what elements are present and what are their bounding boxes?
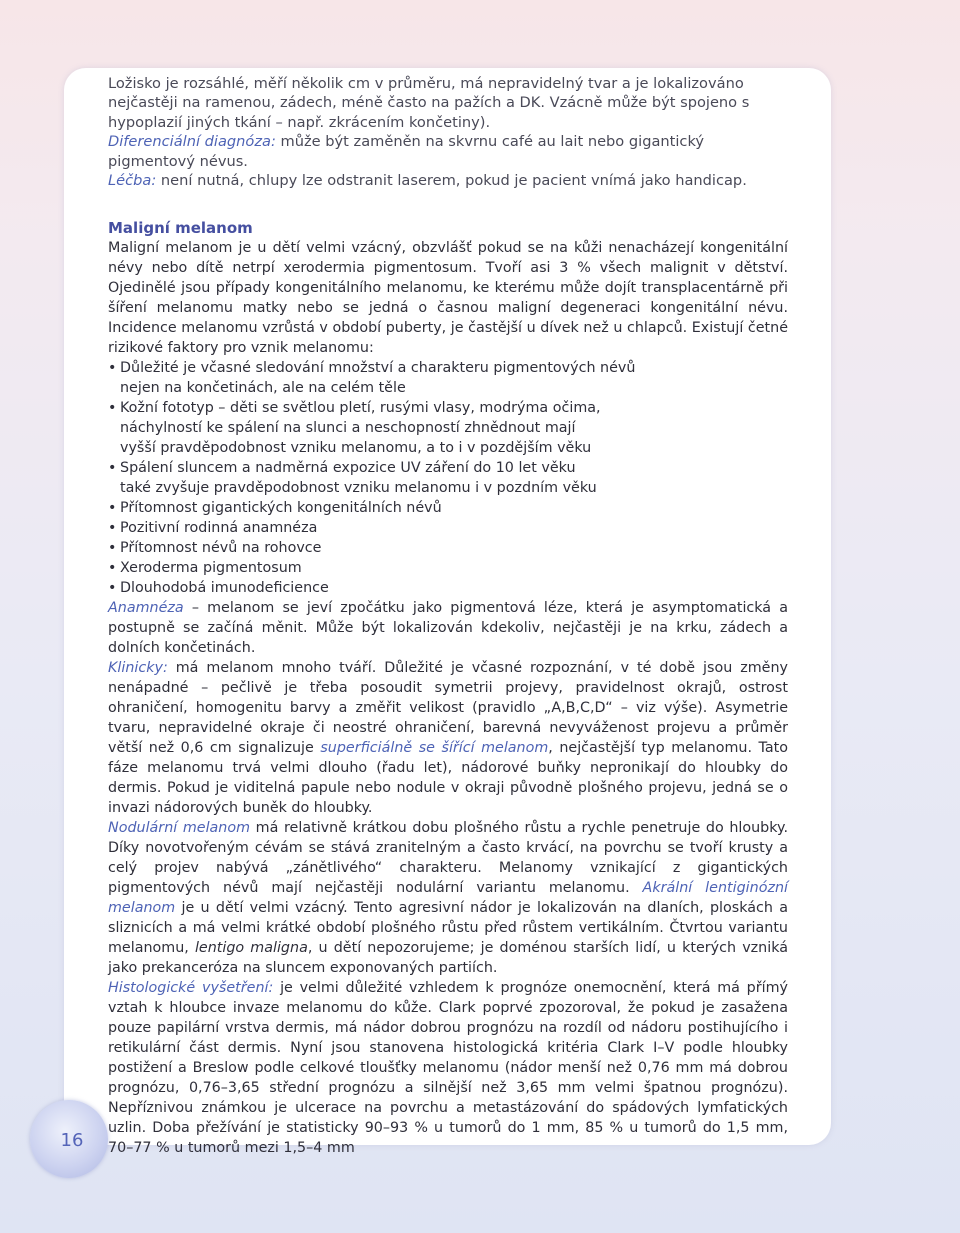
list-item (108, 458, 788, 498)
bullet-icon: • (108, 520, 117, 537)
lentigo-text: , u dětí nepozorujeme; je doménou starších lidí, u kterých vzniká jako prekanceróza na sluncem exponovaných partiích. (108, 940, 788, 977)
diff-diagnosis-text: může být zaměněn na skvrnu café au lait nebo gigantický pigmentový névus. (108, 133, 705, 170)
histology-text-continued: ou známkou je ulcerace na povrchu a metastázování do spádových lymfatických uzlin. Doba přežívání je statisticky 90–93 % u tumorů do 1 mm, 85 % u tumorů do 1,5 mm, 70–77 % u tumorů mezi 1,5–4 mm (108, 1100, 788, 1157)
clinical-text-continued: , nejčastější typ melanomu. Tato fáze melanomu trvá velmi dlouho (řadu let), nádorové buňky nepronikají do hloubky do dermis. Pokud je viditelná papule nebo nodule v okraji původně plošného projevu, jedná se o invazi nádorových buněk do hloubky. (108, 740, 788, 817)
histology-paragraph (108, 978, 788, 1158)
bullet-icon: • (108, 580, 117, 597)
anamnesis-paragraph (108, 598, 788, 658)
list-item (108, 558, 788, 578)
list-item-line: Pozitivní rodinná anamnéza (120, 520, 318, 537)
diff-diagnosis-label: Diferenciální diagnóza: (108, 133, 276, 151)
list-item-line: Důležité je včasné sledování množství a charakteru pigmentových névů (120, 360, 636, 377)
anamnesis-text: – melanom se jeví zpočátku jako pigmentová léze, která je asymptomatická a postupně se začíná měnit. Může být lokalizován kdekoliv, nejčastěji je na krku, zádech a dolních končetinách. (108, 600, 788, 657)
list-item (108, 398, 788, 458)
list-item (108, 538, 788, 558)
acral-text: je u dětí velmi vzácný. Tento agresivní nádor je lokalizován na dlaních, ploskách a sliznicích a má velmi krátké období plošného růstu před růstem vertikálním. Čtvrtou variantu melanomu, (108, 900, 788, 957)
treatment-paragraph (108, 171, 788, 190)
nodular-text: má relativně krátkou dobu plošného růstu a rychle penetruje do hloubky. Díky novotvořeným cévám se stává zranitelným a často krvácí, na povrchu se tvoří krusty a celý projev nabývá „zánětlivého“ charakteru. Melanomy vznikající z gigantických pigmentových névů mají nejčastěji nodulární variantu melanomu. (108, 820, 788, 897)
list-item-line: Xeroderma pigmentosum (120, 560, 302, 577)
clinical-label: Klinicky: (108, 660, 168, 677)
treatment-text: není nutná, chlupy lze odstranit laserem, pokud je pacient vnímá jako handicap. (156, 172, 747, 190)
list-item-line: nejen na končetinách, ale na celém těle (120, 380, 406, 397)
section-heading: Maligní melanom (108, 219, 253, 238)
superficial-label: superficiálně se šířící melanom (320, 740, 549, 757)
list-item (108, 498, 788, 518)
list-item (108, 518, 788, 538)
treatment-label: Léčba: (108, 172, 157, 190)
lentigo-label: lentigo maligna (194, 940, 308, 957)
list-item-line: náchylností ke spálení na slunci a neschopností zhnědnout mají (120, 420, 576, 437)
list-item-line: Dlouhodobá imunodeficience (120, 580, 329, 597)
nodular-paragraph (108, 818, 788, 978)
list-item (108, 578, 788, 598)
bullet-icon: • (108, 560, 117, 577)
list-item-line: Přítomnost névů na rohovce (120, 540, 322, 557)
list-item (108, 358, 788, 398)
section-body (108, 238, 788, 1158)
list-item-line: Přítomnost gigantických kongenitálních névů (120, 500, 442, 517)
clinical-text: má melanom mnoho tváří. Důležité je včasné rozpoznání, v té době jsou změny nenápadné – pečlivě je třeba posoudit symetrii projevy, pravidelnost okrajů, ostrost ohraničení, homogenitu barvy a změřit velikost (pravidlo „A,B,C,D“ – viz výše). Asymetrie tvaru, nepravidelné okraje či neostré ohraničení, barevná nevyváženost projevu a průměr větší než 0,6 cm signalizuje (108, 660, 788, 757)
risk-factor-list (108, 358, 788, 598)
bullet-icon: • (108, 400, 117, 417)
diff-diagnosis-paragraph (108, 132, 788, 171)
page-content (108, 74, 788, 1158)
acral-label: Akrální lentiginózní melanom (108, 880, 788, 917)
page-number: 16 (60, 1129, 84, 1151)
list-item-line: Spálení sluncem a nadměrná expozice UV záření do 10 let věku (120, 460, 576, 477)
melanoma-intro-paragraph: Maligní melanom je u dětí velmi vzácný, obzvlášť pokud se na kůži nenacházejí kongenitální névy nebo dítě netrpí xerodermia pigmentosum. Tvoří asi 3 % všech malignit v dětství. Ojedinělé jsou případy kongenitálního melanomu, ke kterému může dojít transplacentárně při šíření melanomu matky nebo se jedná o časnou maligní degeneraci kongenitální névu. Incidence melanomu vzrůstá v období puberty, je častější u dívek než u chlapců. Existují četné rizikové faktory pro vznik melanomu: (108, 240, 788, 357)
anamnesis-label: Anamnéza (108, 600, 184, 617)
bullet-icon: • (108, 540, 117, 557)
clinical-paragraph (108, 658, 788, 818)
list-item-line: vyšší pravděpodobnost vzniku melanomu, a to i v pozdějším věku (120, 440, 592, 457)
bullet-icon: • (108, 500, 117, 517)
intro-block (108, 74, 788, 190)
page-number-badge (30, 1100, 108, 1178)
histology-text: je velmi důležité vzhledem k prognóze onemocnění, která má přímý vztah k hloubce invaze melanomu do kůže. Clark poprvé zpozoroval, že pokud je zasažena pouze papilární vrstva dermis, má nádor dobrou prognózu na rozdíl od nádoru postihujícího i retikulární část dermis. Nyní jsou stanovena histologická kritéria Clark I–V podle hloubky postižení a Breslow podle celkové tloušťky melanomu (nádor menší než 0,76 mm má dobrou prognózu, 0,76–3,65 střední prognózu a silnější než 3,65 mm velmi špatnou prognózu). Nepřízniv (108, 980, 788, 1117)
nodular-label: Nodulární melanom (108, 820, 251, 837)
list-item-line: Kožní fototyp – děti se světlou pletí, rusými vlasy, modrýma očima, (120, 400, 601, 417)
list-item-line: také zvyšuje pravděpodobnost vzniku melanomu i v pozdním věku (120, 480, 597, 497)
bullet-icon: • (108, 460, 117, 477)
intro-paragraph: Ložisko je rozsáhlé, měří několik cm v průměru, má nepravidelný tvar a je lokalizováno nejčastěji na ramenou, zádech, méně často na pažích a DK. Vzácně může být spojeno s hypoplazií jiných tkání – např. zkrácením končetiny). (108, 75, 750, 131)
histology-label: Histologické vyšetření: (108, 980, 274, 997)
bullet-icon: • (108, 360, 117, 377)
